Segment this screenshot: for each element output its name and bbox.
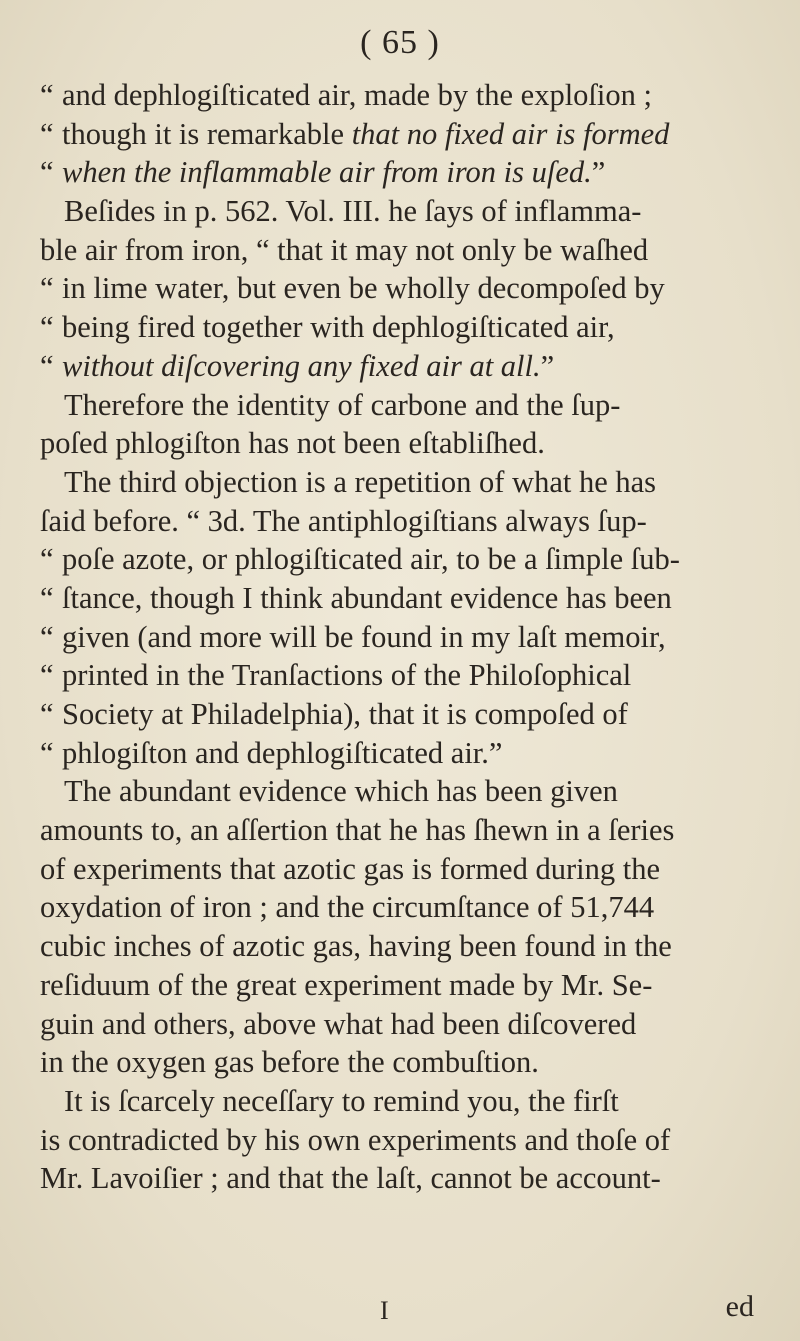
text-segment: though it is remarkable [62,116,352,151]
text-line [40,1005,776,1044]
text-line [40,463,776,502]
text-segment: The third objection is a repetition of what he has [64,464,657,499]
text-segment: poſe azote, or phlogiſticated air, to be a ſimple ſub- [62,542,680,577]
open-quote-mark: “ [40,78,54,112]
text-line [40,850,776,889]
text-segment: The abundant evidence which has been given [64,774,618,809]
text-segment: in lime water, but even be wholly decompoſed by [62,271,665,306]
text-line [40,115,776,154]
italic-text: when the inflammable air from iron is uſed. [62,155,592,190]
open-quote-mark: “ [40,271,54,306]
open-quote-mark: “ [40,116,54,151]
italic-text: that no fixed air is formed [351,116,670,151]
text-segment: ” [591,155,606,190]
text-line [40,424,776,463]
text-line [40,734,776,773]
open-quote-mark: “ [40,697,54,731]
page-number: ( 65 ) [360,24,440,61]
text-line [40,1159,776,1198]
text-line [40,927,776,966]
text-segment: Mr. Lavoiſier ; and that the laſt, cannot be account- [40,1161,661,1196]
text-line [40,308,776,347]
text-line [40,76,776,115]
open-quote-mark: “ [40,619,54,654]
text-segment: poſed phlogiſton has not been eſtabliſhed. [40,426,545,461]
text-line [40,153,776,192]
text-line [40,386,776,425]
text-line [40,269,776,308]
text-segment: amounts to, an aſſertion that he has ſhewn in a ſeries [40,813,675,848]
text-line [40,618,776,657]
italic-text: without diſcovering any fixed air at all. [62,348,541,383]
text-line [40,772,776,811]
text-line [40,888,776,927]
text-segment: ble air from iron, “ that it may not only be waſhed [40,232,649,267]
page-footer [40,1290,776,1330]
text-segment: ſaid before. “ 3d. The antiphlogiſtians always ſup- [40,503,647,538]
text-line [40,192,776,231]
open-quote-mark: “ [40,735,54,770]
signature-mark: I [380,1296,389,1325]
text-line [40,656,776,695]
body-text [40,76,776,1198]
text-segment: phlogiſton and dephlogiſticated air.” [62,735,503,770]
text-segment: Beſides in p. 562. Vol. III. he ſays of inflamma- [64,194,642,229]
text-segment: guin and others, above what had been diſcovered [40,1006,637,1041]
text-segment: ” [540,348,555,383]
text-segment: Therefore the identity of carbone and the ſup- [64,387,621,422]
open-quote-mark: “ [40,348,54,383]
text-line [40,502,776,541]
text-segment: being fired together with dephlogiſticated air, [62,310,615,345]
text-segment: is contradicted by his own experiments and thoſe of [40,1122,671,1157]
open-quote-mark: “ [40,155,54,190]
text-line [40,1121,776,1160]
text-segment: cubic inches of azotic gas, having been found in the [40,929,672,964]
open-quote-mark: “ [40,580,54,615]
text-segment: given (and more will be found in my laſt memoir, [62,619,666,654]
text-line [40,579,776,618]
text-segment: It is ſcarcely neceſſary to remind you, the firſt [64,1083,619,1118]
text-line [40,966,776,1005]
text-segment: ſtance, though I think abundant evidence has been [62,580,672,615]
text-line [40,540,776,579]
text-segment: Society at Philadelphia), that it is compoſed of [62,697,628,731]
text-segment: in the oxygen gas before the combuſtion. [40,1045,539,1080]
text-line [40,347,776,386]
text-segment: reſiduum of the great experiment made by Mr. Se- [40,967,653,1002]
open-quote-mark: “ [40,658,54,693]
text-line [40,695,776,734]
text-line [40,231,776,270]
text-line [40,1082,776,1121]
text-segment: printed in the Tranſactions of the Philoſophical [62,658,632,693]
open-quote-mark: “ [40,542,54,577]
text-segment: of experiments that azotic gas is formed during the [40,851,660,886]
text-line [40,1043,776,1082]
text-segment: and dephlogiſticated air, made by the exploſion ; [62,78,652,112]
text-line [40,811,776,850]
catchword: ed [725,1290,754,1323]
open-quote-mark: “ [40,310,54,345]
text-segment: oxydation of iron ; and the circumſtance of 51,744 [40,890,655,925]
